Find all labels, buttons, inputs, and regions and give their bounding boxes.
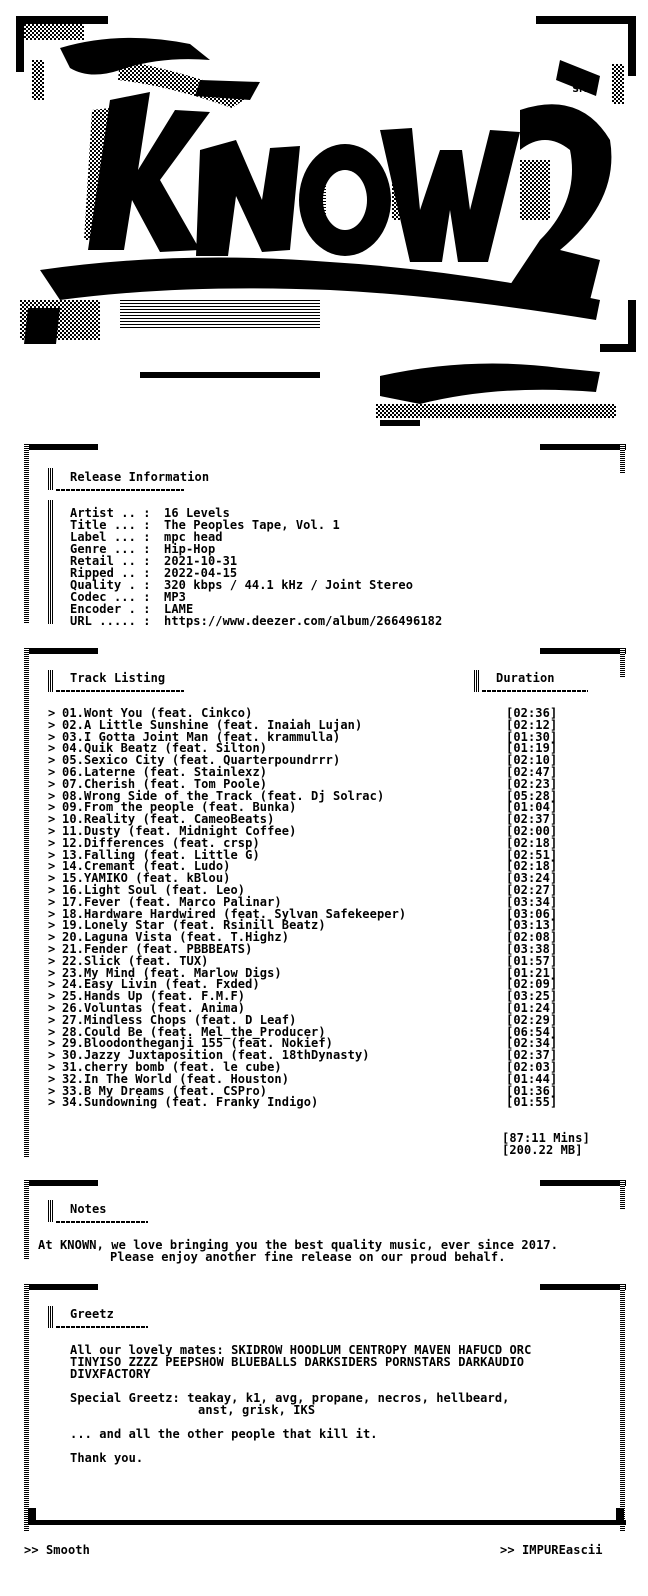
total-time: [87:11 Mins] (502, 1131, 590, 1145)
track-title: 05.Sexico City (feat. Quarterpoundrrr) (62, 753, 341, 768)
track-title: 18.Hardware Hardwired (feat. Sylvan Safekeeper) (62, 906, 407, 921)
track-duration: [02:00] (506, 824, 558, 838)
tracks-heading: Track Listing (70, 671, 166, 685)
track-title: 10.Reality (feat. CameoBeats) (62, 812, 275, 827)
track-duration: [01:36] (506, 1083, 558, 1098)
track-title: 25.Hands Up (feat. F.M.F) (62, 989, 246, 1004)
track-bullet-icon: > (48, 977, 56, 992)
notes-line-1: At KNOWN, we love bringing you the best quality music, ever since 2017. (38, 1238, 559, 1252)
track-duration: [02:51] (506, 847, 558, 862)
track-title: 09.From the people (feat. Bunka) (62, 800, 297, 815)
release-url-link[interactable]: https://www.deezer.com/album/266496182 (164, 614, 443, 628)
duration-heading: Duration (496, 671, 555, 685)
track-duration: [03:13] (506, 918, 558, 933)
footer-left-credit: >> Smooth (24, 1543, 90, 1557)
track-duration: [02:37] (506, 812, 558, 827)
release-field-key: Ripped .. : (70, 566, 151, 580)
release-field-value: 2022-04-15 (164, 566, 238, 580)
track-bullet-icon: > (48, 753, 56, 768)
track-duration: [01:55] (506, 1095, 558, 1110)
track-bullet-icon: > (48, 824, 56, 838)
greetz-special-1: Special Greetz: teakay, k1, avg, propane, necros, hellbeard, (70, 1391, 510, 1405)
track-duration: [03:34] (506, 894, 558, 909)
release-field-value: mpc head (164, 530, 223, 544)
track-duration: [02:10] (506, 753, 558, 768)
footer-right-credit: >> IMPUREascii (500, 1543, 603, 1557)
release-field-key: Title ... : (70, 518, 151, 532)
track-bullet-icon: > (48, 1095, 56, 1110)
track-bullet-icon: > (48, 1012, 56, 1027)
track-duration: [02:03] (506, 1060, 558, 1074)
notes-heading: Notes (70, 1202, 107, 1216)
greetz-mates-3: DIVXFACTORY (70, 1367, 151, 1381)
track-title: 26.Voluntas (feat. Anima) (62, 1001, 246, 1015)
track-bullet-icon: > (48, 894, 56, 909)
release-field-key: URL ..... : (70, 614, 151, 628)
track-duration: [02:47] (506, 765, 558, 779)
track-title: 24.Easy Livin (feat. Fxded) (62, 977, 260, 992)
track-duration: [05:28] (506, 788, 558, 803)
track-duration: [01:04] (506, 800, 558, 815)
track-duration: [02:27] (506, 883, 558, 897)
track-title: 19.Lonely Star (feat. Rsinill Beatz) (62, 918, 326, 933)
track-bullet-icon: > (48, 706, 56, 720)
track-title: 20.Laguna Vista (feat. T.Highz) (62, 930, 290, 945)
track-title: 23.My Mind (feat. Marlow Digs) (62, 965, 282, 980)
track-title: 01.Wont You (feat. Cinkco) (62, 706, 253, 720)
track-duration: [01:21] (506, 965, 558, 980)
track-bullet-icon: > (48, 930, 56, 945)
track-bullet-icon: > (48, 717, 56, 732)
track-duration: [02:08] (506, 930, 558, 945)
total-size: [200.22 MB] (502, 1143, 583, 1157)
track-title: 34.Sundowning (feat. Franky Indigo) (62, 1095, 319, 1110)
track-duration: [06:54] (506, 1024, 558, 1039)
release-heading: Release Information (70, 470, 210, 484)
notes-line-2: Please enjoy another fine release on our proud behalf. (110, 1250, 506, 1264)
track-duration: [02:12] (506, 717, 558, 732)
track-title: 04.Quik Beatz (feat. Silton) (62, 741, 268, 756)
track-duration: [02:09] (506, 977, 558, 992)
track-title: 11.Dusty (feat. Midnight Coffee) (62, 824, 297, 838)
track-title: 08.Wrong Side of the Track (feat. Dj Solrac) (62, 788, 385, 803)
track-title: 32.In The World (feat. Houston) (62, 1071, 290, 1086)
track-duration: [02:37] (506, 1048, 558, 1063)
track-title: 06.Laterne (feat. Stainlexz) (62, 765, 268, 779)
track-bullet-icon: > (48, 906, 56, 921)
release-field-key: Codec ... : (70, 590, 151, 604)
release-field-value: 320 kbps / 44.1 kHz / Joint Stereo (164, 578, 414, 592)
track-title: 29.Bloodontheganji 155 (feat. Nokief) (62, 1036, 334, 1051)
track-duration: [03:38] (506, 942, 558, 956)
track-bullet-icon: > (48, 729, 56, 744)
greetz-special-2: anst, grisk, IKS (198, 1403, 316, 1417)
track-duration: [03:06] (506, 906, 558, 921)
release-field-key: Genre ... : (70, 542, 151, 556)
track-bullet-icon: > (48, 812, 56, 827)
track-bullet-icon: > (48, 1024, 56, 1039)
track-duration: [01:30] (506, 729, 558, 744)
track-duration: [03:24] (506, 871, 558, 886)
release-field-key: Encoder . : (70, 602, 151, 616)
track-bullet-icon: > (48, 741, 56, 756)
track-duration: [02:23] (506, 776, 558, 791)
track-title: 17.Fever (feat. Marco Palinar) (62, 894, 282, 909)
track-title: 21.Fender (feat. PBBBEATS) (62, 942, 253, 956)
track-bullet-icon: > (48, 788, 56, 803)
track-bullet-icon: > (48, 953, 56, 968)
track-title: 30.Jazzy Juxtaposition (feat. 18thDynasty) (62, 1048, 370, 1063)
track-bullet-icon: > (48, 1048, 56, 1063)
track-duration: [02:36] (506, 706, 558, 720)
track-duration: [02:34] (506, 1036, 558, 1051)
track-title: 33.B My Dreams (feat. CSPro) (62, 1083, 268, 1098)
greetz-thanks: Thank you. (70, 1451, 144, 1465)
track-bullet-icon: > (48, 871, 56, 886)
track-bullet-icon: > (48, 1083, 56, 1098)
track-bullet-icon: > (48, 1001, 56, 1015)
logo-signature: sM (572, 81, 587, 95)
track-duration: [02:18] (506, 859, 558, 874)
release-field-value: MP3 (164, 590, 186, 604)
track-title: 31.cherry bomb (feat. le cube) (62, 1060, 282, 1074)
track-bullet-icon: > (48, 859, 56, 874)
greetz-mates-2: TINYISO ZZZZ PEEPSHOW BLUEBALLS DARKSIDERS PORNSTARS DARKAUDIO (70, 1355, 525, 1369)
track-bullet-icon: > (48, 883, 56, 897)
track-title: 16.Light Soul (feat. Leo) (62, 883, 246, 897)
track-duration: [03:25] (506, 989, 558, 1004)
release-field-value: 2021-10-31 (164, 554, 238, 568)
track-duration: [02:29] (506, 1012, 558, 1027)
release-field-key: Quality . : (70, 578, 151, 592)
track-title: 03.I Gotta Joint Man (feat. krammulla) (62, 729, 341, 744)
track-title: 13.Falling (feat. Little G) (62, 847, 260, 862)
release-field-value: The Peoples Tape, Vol. 1 (164, 518, 340, 532)
release-field-value: LAME (164, 602, 194, 616)
track-bullet-icon: > (48, 918, 56, 933)
track-title: 12.Differences (feat. crsp) (62, 835, 260, 850)
track-bullet-icon: > (48, 1060, 56, 1074)
track-title: 22.Slick (feat. TUX) (62, 953, 209, 968)
track-bullet-icon: > (48, 847, 56, 862)
greetz-heading: Greetz (70, 1307, 114, 1321)
track-duration: [01:19] (506, 741, 558, 756)
track-title: 27.Mindless Chops (feat. D Leaf) (62, 1012, 297, 1027)
release-field-value: Hip-Hop (164, 542, 216, 556)
track-title: 02.A Little Sunshine (feat. Inaiah Lujan) (62, 717, 363, 732)
track-duration: [02:18] (506, 835, 558, 850)
track-bullet-icon: > (48, 1071, 56, 1086)
track-bullet-icon: > (48, 965, 56, 980)
release-field-value: 16 Levels (164, 506, 230, 520)
release-field-key: Label ... : (70, 530, 151, 544)
track-duration: [01:57] (506, 953, 558, 968)
release-field-key: Retail .. : (70, 554, 151, 568)
track-bullet-icon: > (48, 800, 56, 815)
greetz-others: ... and all the other people that kill it. (70, 1427, 378, 1441)
track-duration: [01:24] (506, 1001, 558, 1015)
track-title: 15.YAMIKO (feat. kBlou) (62, 871, 231, 886)
track-bullet-icon: > (48, 765, 56, 779)
track-duration: [01:44] (506, 1071, 558, 1086)
track-bullet-icon: > (48, 776, 56, 791)
track-bullet-icon: > (48, 1036, 56, 1051)
track-title: 07.Cherish (feat. Tom Poole) (62, 776, 268, 791)
track-title: 14.Cremant (feat. Ludo) (62, 859, 231, 874)
track-bullet-icon: > (48, 835, 56, 850)
track-bullet-icon: > (48, 942, 56, 956)
greetz-mates-1: All our lovely mates: SKIDROW HOODLUM CENTROPY MAVEN HAFUCD ORC (70, 1343, 532, 1357)
track-title: 28.Could Be (feat. Mel_the_Producer) (62, 1024, 326, 1039)
release-field-key: Artist .. : (70, 506, 151, 520)
ascii-logo-art (0, 0, 648, 440)
track-bullet-icon: > (48, 989, 56, 1004)
